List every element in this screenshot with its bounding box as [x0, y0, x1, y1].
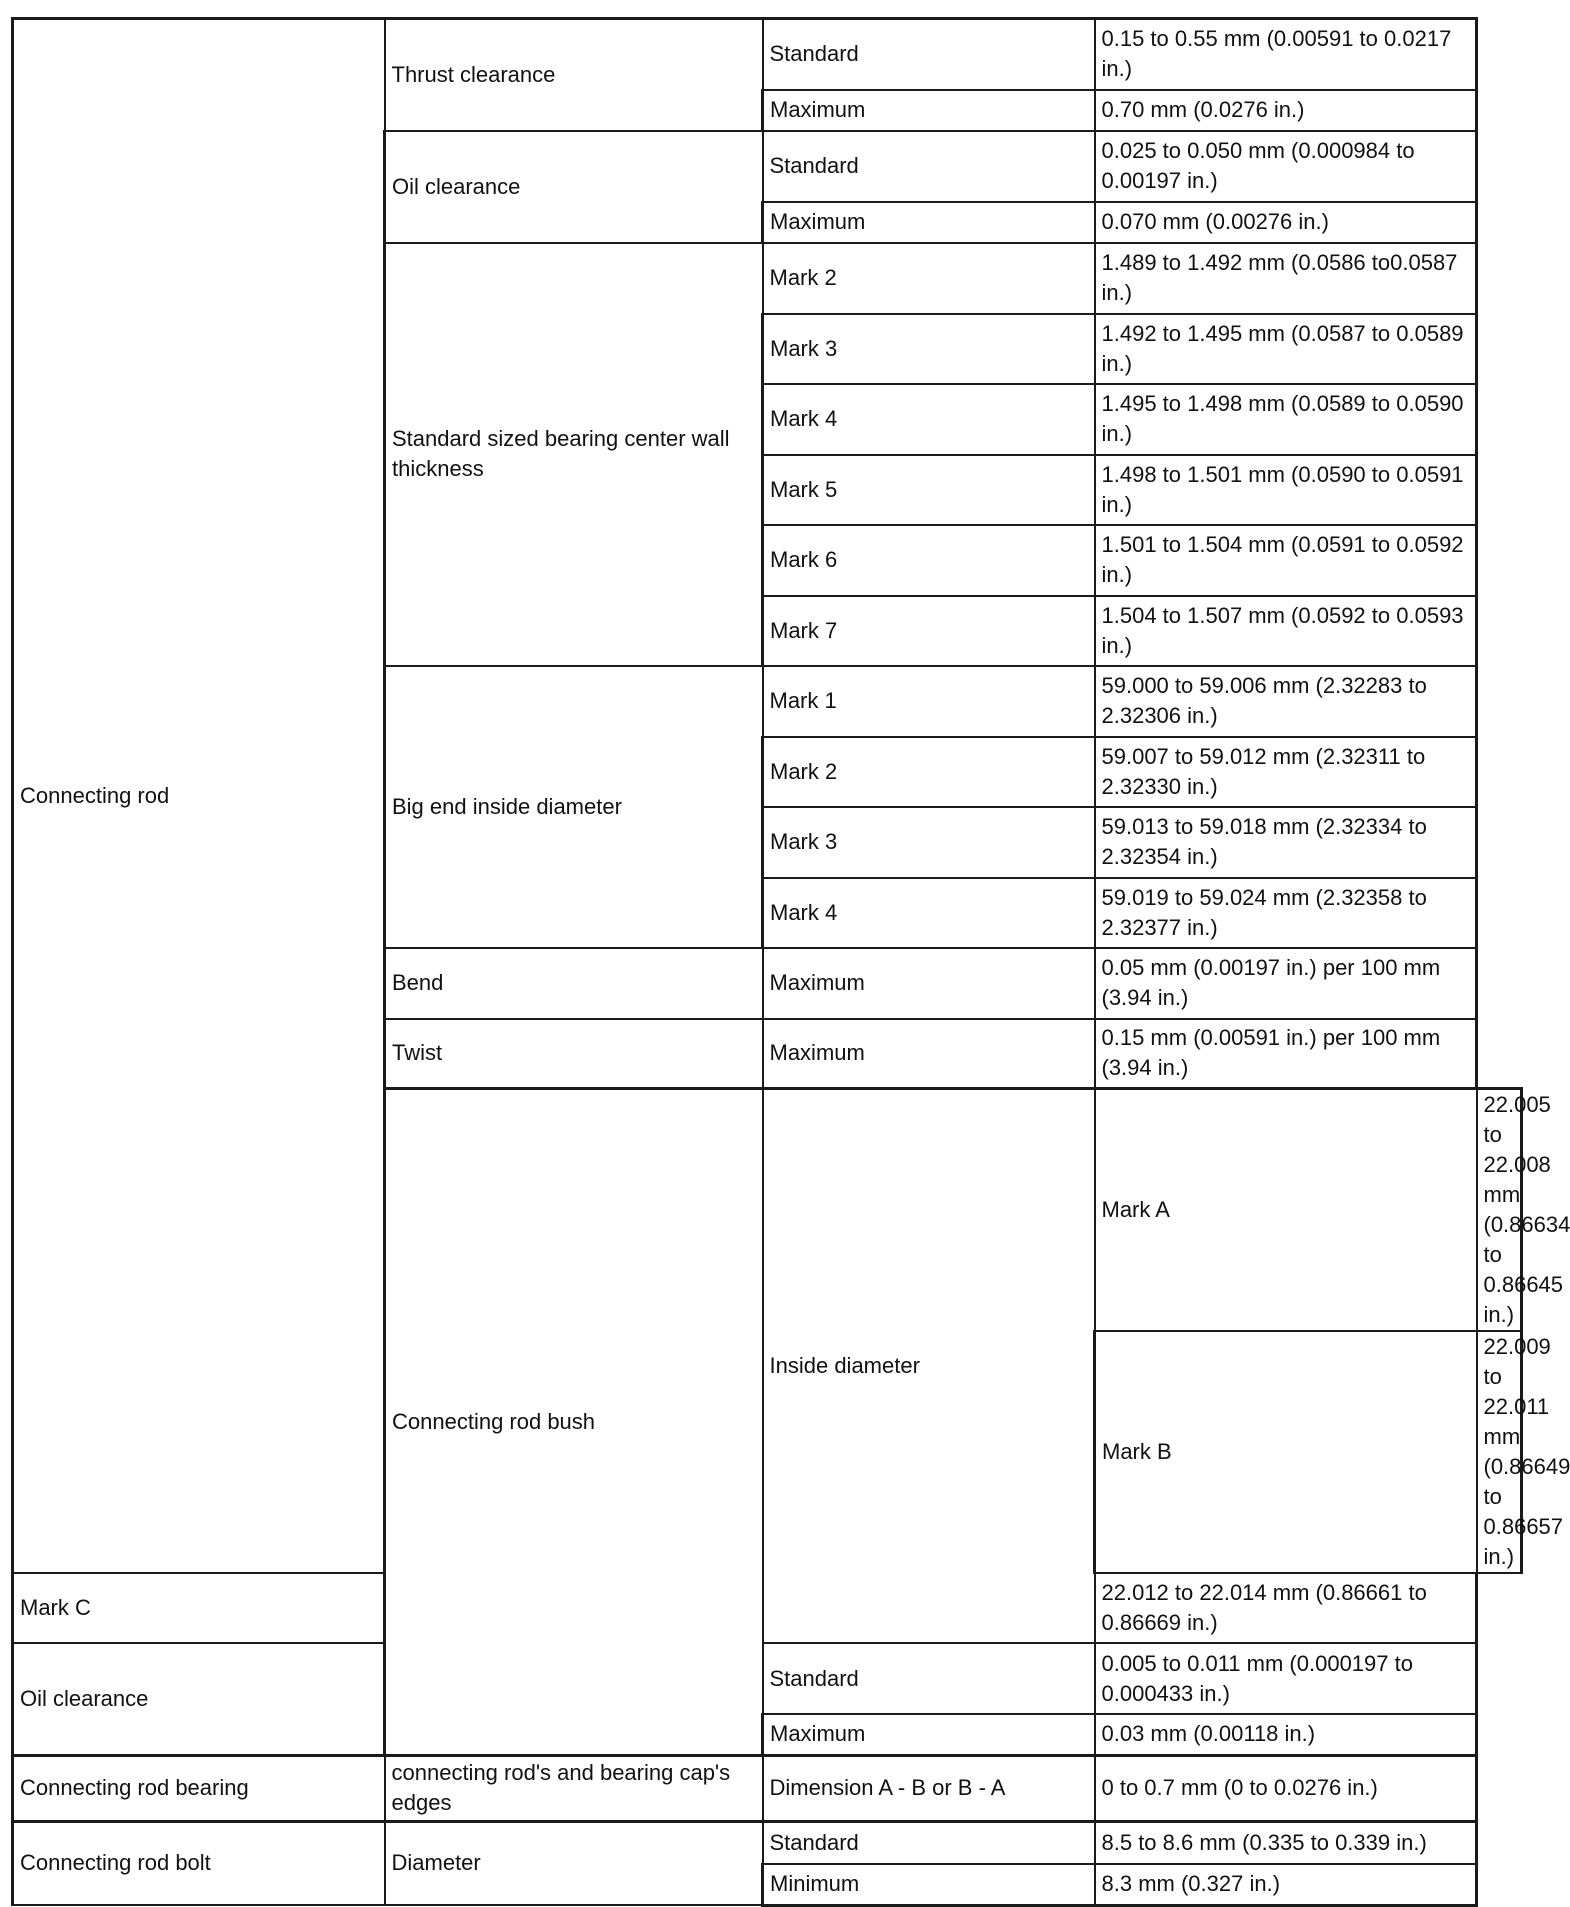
spec-label-cell: Maximum — [763, 202, 1095, 243]
spec-value-cell: 0.05 mm (0.00197 in.) per 100 mm (3.94 in.) — [1095, 948, 1477, 1019]
spec-value-cell: 22.005 to 22.008 mm (0.86634 to 0.86645 in.) — [1477, 1089, 1522, 1332]
spec-label-cell: Mark 6 — [763, 525, 1095, 596]
spec-value-cell: 59.013 to 59.018 mm (2.32334 to 2.32354 in.) — [1095, 807, 1477, 878]
spec-value-cell: 0.005 to 0.011 mm (0.000197 to 0.000433 in.) — [1095, 1643, 1477, 1714]
component-cell: Connecting rod bolt — [13, 1821, 385, 1905]
spec-value-cell: 0.03 mm (0.00118 in.) — [1095, 1714, 1477, 1755]
item-cell: Oil clearance — [385, 131, 763, 243]
item-cell: Twist — [385, 1019, 763, 1089]
spec-value-cell: 0.70 mm (0.0276 in.) — [1095, 90, 1477, 131]
spec-value-cell: 8.3 mm (0.327 in.) — [1095, 1864, 1477, 1905]
spec-value-cell: 1.504 to 1.507 mm (0.0592 to 0.0593 in.) — [1095, 596, 1477, 666]
spec-value-cell: 1.498 to 1.501 mm (0.0590 to 0.0591 in.) — [1095, 455, 1477, 525]
spec-value-cell: 1.492 to 1.495 mm (0.0587 to 0.0589 in.) — [1095, 314, 1477, 384]
spec-value-cell: 22.012 to 22.014 mm (0.86661 to 0.86669 in.) — [1095, 1573, 1477, 1643]
spec-value-cell: 1.495 to 1.498 mm (0.0589 to 0.0590 in.) — [1095, 384, 1477, 455]
spec-label-cell: Maximum — [763, 948, 1095, 1019]
spec-value-cell: 0.15 mm (0.00591 in.) per 100 mm (3.94 in.) — [1095, 1019, 1477, 1089]
spec-label-cell: Mark 1 — [763, 666, 1095, 737]
spec-label-cell: Minimum — [763, 1864, 1095, 1905]
item-cell: Diameter — [385, 1821, 763, 1905]
spec-value-cell: 8.5 to 8.6 mm (0.335 to 0.339 in.) — [1095, 1821, 1477, 1864]
table-row — [13, 1821, 1522, 1864]
item-cell: connecting rod's and bearing cap's edges — [385, 1755, 763, 1821]
item-cell: Oil clearance — [13, 1643, 385, 1755]
spec-label-cell: Maximum — [763, 1714, 1095, 1755]
item-cell: Thrust clearance — [385, 19, 763, 131]
component-cell: Connecting rod — [13, 19, 385, 1574]
table-row — [13, 1755, 1522, 1821]
component-cell: Connecting rod bush — [385, 1089, 763, 1756]
spec-value-cell: 0.15 to 0.55 mm (0.00591 to 0.0217 in.) — [1095, 19, 1477, 90]
spec-label-cell: Mark A — [1095, 1089, 1477, 1332]
spec-value-cell: 0.025 to 0.050 mm (0.000984 to 0.00197 in.) — [1095, 131, 1477, 202]
spec-label-cell: Standard — [763, 19, 1095, 90]
spec-label-cell: Mark 3 — [763, 314, 1095, 384]
component-cell: Connecting rod bearing — [13, 1755, 385, 1821]
spec-table — [11, 17, 1570, 1907]
spec-value-cell: 59.019 to 59.024 mm (2.32358 to 2.32377 in.) — [1095, 878, 1477, 948]
table-row — [13, 19, 1522, 90]
spec-label-cell: Standard — [763, 1643, 1095, 1714]
spec-value-cell: 22.009 to 22.011 mm (0.86649 to 0.86657 in.) — [1477, 1331, 1522, 1573]
spec-value-cell: 0 to 0.7 mm (0 to 0.0276 in.) — [1095, 1755, 1477, 1821]
spec-value-cell: 0.070 mm (0.00276 in.) — [1095, 202, 1477, 243]
spec-label-cell: Mark B — [1095, 1331, 1477, 1573]
spec-label-cell: Mark 4 — [763, 878, 1095, 948]
spec-value-cell: 1.501 to 1.504 mm (0.0591 to 0.0592 in.) — [1095, 525, 1477, 596]
item-cell: Bend — [385, 948, 763, 1019]
item-cell: Standard sized bearing center wall thickness — [385, 243, 763, 666]
spec-label-cell: Mark 5 — [763, 455, 1095, 525]
spec-label-cell: Mark 3 — [763, 807, 1095, 878]
table-row — [13, 1643, 1522, 1714]
item-cell: Inside diameter — [763, 1089, 1095, 1644]
spec-label-cell: Maximum — [763, 90, 1095, 131]
spec-label-cell: Dimension A - B or B - A — [763, 1755, 1095, 1821]
spec-label-cell: Standard — [763, 131, 1095, 202]
spec-label-cell: Mark C — [13, 1573, 385, 1643]
spec-label-cell: Mark 2 — [763, 243, 1095, 314]
item-cell: Big end inside diameter — [385, 666, 763, 948]
spec-value-cell: 59.007 to 59.012 mm (2.32311 to 2.32330 in.) — [1095, 737, 1477, 807]
spec-label-cell: Mark 4 — [763, 384, 1095, 455]
spec-label-cell: Mark 7 — [763, 596, 1095, 666]
spec-value-cell: 59.000 to 59.006 mm (2.32283 to 2.32306 in.) — [1095, 666, 1477, 737]
spec-label-cell: Mark 2 — [763, 737, 1095, 807]
spec-value-cell: 1.489 to 1.492 mm (0.0586 to0.0587 in.) — [1095, 243, 1477, 314]
spec-label-cell: Standard — [763, 1821, 1095, 1864]
spec-label-cell: Maximum — [763, 1019, 1095, 1089]
